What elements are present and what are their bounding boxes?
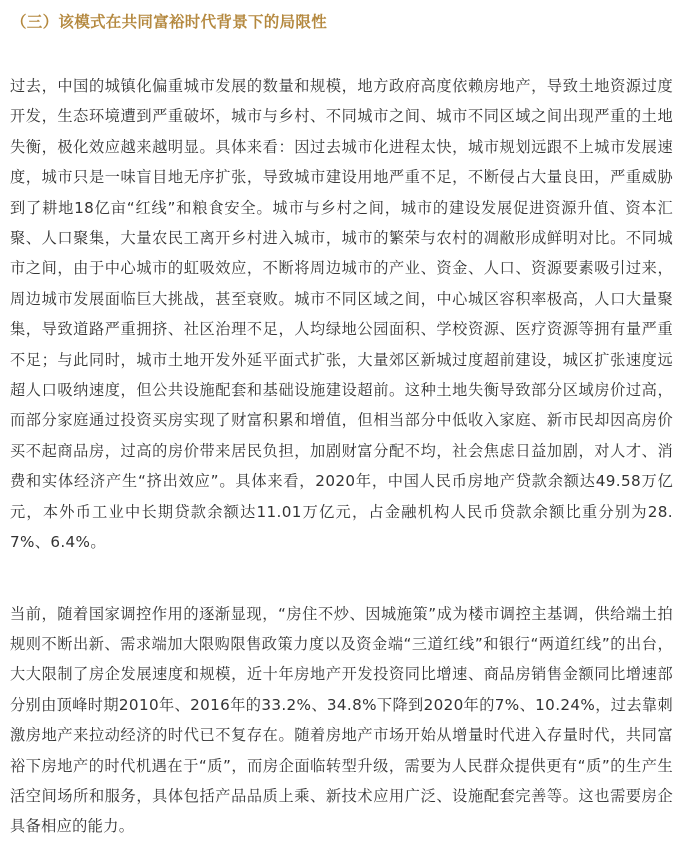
paragraph-land-imbalance: 过去，中国的城镇化偏重城市发展的数量和规模，地方政府高度依赖房地产，导致土地资源过度开发，生态环境遭到严重破坏，城市与乡村、不同城市之间、城市不同区域之间出现严重的土地失衡，极化效应越来越明显。具体来看：因过去城市化进程太快，城市规划远跟不上城市发展速度，城市只是一味盲目地无序扩张，导致城市建设用地严重不足，不断侵占大量良田，严重威胁到了耕地18亿亩“红线”和粮食安全。城市与乡村之间，城市的建设发展促进资源升值、资本汇聚、人口聚集，大量农民工离开乡村进入城市，城市的繁荣与农村的凋敝形成鲜明对比。不同城市之间，由于中心城市的虹吸效应，不断将周边城市的产业、资金、人口、资源要素吸引过来，周边城市发展面临巨大挑战，甚至衰败。城市不同区域之间，中心城区容积率极高，人口大量聚集，导致道路严重拥挤、社区治理不足，人均绿地公园面积、学校资源、医疗资源等拥有量严重不足；与此同时，城市土地开发外延平面式扩张，大量郊区新城过度超前建设，城区扩张速度远超人口吸纳速度，但公共设施配套和基础设施建设超前。这种土地失衡导致部分区域房价过高，而部分家庭通过投资买房实现了财富积累和增值，但相当部分中低收入家庭、新市民却因高房价买不起商品房，过高的房价带来居民负担，加剧财富分配不均，社会焦虑日益加剧，对人才、消费和实体经济产生“挤出效应”。具体来看，2020年，中国人民币房地产贷款余额达49.58万亿元，本外币工业中长期贷款余额达11.01万亿元，占金融机构人民币贷款余额比重分别为28.7%、6.4%。 bbox=[10, 77, 673, 552]
section-heading: （三）该模式在共同富裕时代背景下的局限性 bbox=[11, 13, 328, 31]
paragraph-current-regulation: 当前，随着国家调控作用的逐渐显现，“房住不炒、因城施策”成为楼市调控主基调，供给端土拍规则不断出新、需求端加大限购限售政策力度以及资金端“三道红线”和银行“两道红线”的出台，大大限制了房企发展速度和规模，近十年房地产开发投资同比增速、商品房销售金额同比增速部分别由顶峰时期2010年、2016年的33.2%、34.8%下降到2020年的7%、10.24%，过去靠刺激房地产来拉动经济的时代已不复存在。随着房地产市场开始从增量时代进入存量时代，共同富裕下房地产的时代机遇在于“质”，而房企面临转型升级，需要为人民群众提供更有“质”的生产生活空间场所和服务，具体包括产品品质上乘、新技术应用广泛、设施配套完善等。这也需要房企具备相应的能力。 bbox=[10, 604, 673, 836]
